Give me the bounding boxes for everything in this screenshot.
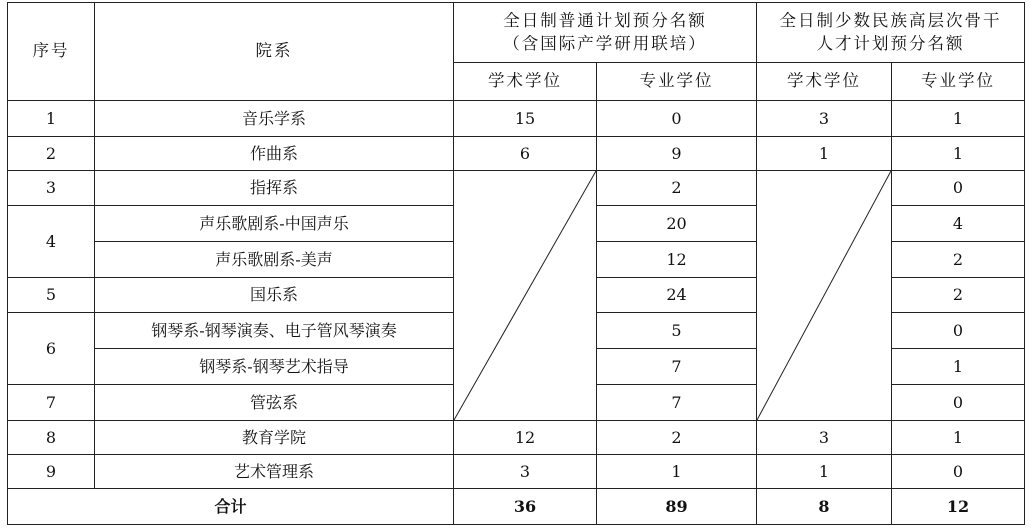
row-gen-academic: 15 [454,101,597,137]
header-minority-academic: 学术学位 [757,63,892,101]
row-min-professional: 0 [892,455,1025,489]
row-gen-professional: 7 [597,385,757,421]
header-minority-line-1: 全日制少数民族高层次骨干 [779,11,1002,31]
row-min-professional: 1 [892,137,1025,171]
header-row-1 [8,3,1025,63]
row-gen-professional: 20 [597,206,757,242]
row-dept: 艺术管理系 [95,455,454,489]
row-min-professional: 2 [892,278,1025,313]
row-min-professional: 0 [892,313,1025,349]
row-gen-professional: 2 [597,421,757,455]
row-gen-academic: 12 [454,421,597,455]
row-dept: 教育学院 [95,421,454,455]
row-gen-professional: 1 [597,455,757,489]
table-row [8,421,1025,455]
header-minority-professional: 专业学位 [892,63,1025,101]
table-row [8,455,1025,489]
row-gen-professional: 9 [597,137,757,171]
table-row [8,137,1025,171]
row-dept: 作曲系 [95,137,454,171]
row-seq: 6 [8,313,95,385]
row-dept: 音乐学系 [95,101,454,137]
diagonal-slash [454,171,596,420]
row-gen-academic: 3 [454,455,597,489]
row-min-academic: 1 [757,455,892,489]
total-gen-professional: 89 [597,489,757,525]
header-minority-plan [757,3,1025,63]
row-gen-professional: 12 [597,242,757,278]
row-gen-academic: 6 [454,137,597,171]
row-min-professional: 2 [892,242,1025,278]
total-min-academic: 8 [757,489,892,525]
row-seq: 3 [8,171,95,206]
quota-table [7,2,1025,525]
row-gen-professional: 2 [597,171,757,206]
row-dept: 管弦系 [95,385,454,421]
header-general-note: （含国际产学研用联培） [503,33,707,53]
row-seq: 2 [8,137,95,171]
row-seq: 4 [8,206,95,278]
header-general-professional: 专业学位 [597,63,757,101]
row-min-academic: 1 [757,137,892,171]
row-gen-professional: 0 [597,101,757,137]
header-general-title: 全日制普通计划预分名额 [503,11,707,31]
row-min-academic: 3 [757,421,892,455]
row-gen-professional: 24 [597,278,757,313]
row-min-professional: 1 [892,421,1025,455]
total-label: 合计 [8,489,454,525]
table-row [8,101,1025,137]
header-general-academic: 学术学位 [454,63,597,101]
row-dept: 指挥系 [95,171,454,206]
row-dept: 声乐歌剧系-美声 [95,242,454,278]
row-dept: 钢琴系-钢琴艺术指导 [95,349,454,385]
total-row [8,489,1025,525]
row-gen-professional: 5 [597,313,757,349]
row-seq: 7 [8,385,95,421]
row-min-academic: 3 [757,101,892,137]
row-min-professional: 4 [892,206,1025,242]
min-academic-not-applicable [757,171,892,421]
header-dept: 院系 [95,3,454,101]
row-dept: 国乐系 [95,278,454,313]
row-min-professional: 1 [892,349,1025,385]
row-seq: 8 [8,421,95,455]
row-dept: 钢琴系-钢琴演奏、电子管风琴演奏 [95,313,454,349]
row-seq: 1 [8,101,95,137]
header-minority-line-2: 人才计划预分名额 [816,33,965,53]
row-min-professional: 1 [892,101,1025,137]
header-seq: 序号 [8,3,95,101]
row-seq: 9 [8,455,95,489]
gen-academic-not-applicable [454,171,597,421]
header-general-plan [454,3,757,63]
total-min-professional: 12 [892,489,1025,525]
row-dept: 声乐歌剧系-中国声乐 [95,206,454,242]
row-seq: 5 [8,278,95,313]
row-gen-professional: 7 [597,349,757,385]
row-min-professional: 0 [892,171,1025,206]
total-gen-academic: 36 [454,489,597,525]
table-row [8,171,1025,206]
row-min-professional: 0 [892,385,1025,421]
diagonal-slash [757,171,891,420]
